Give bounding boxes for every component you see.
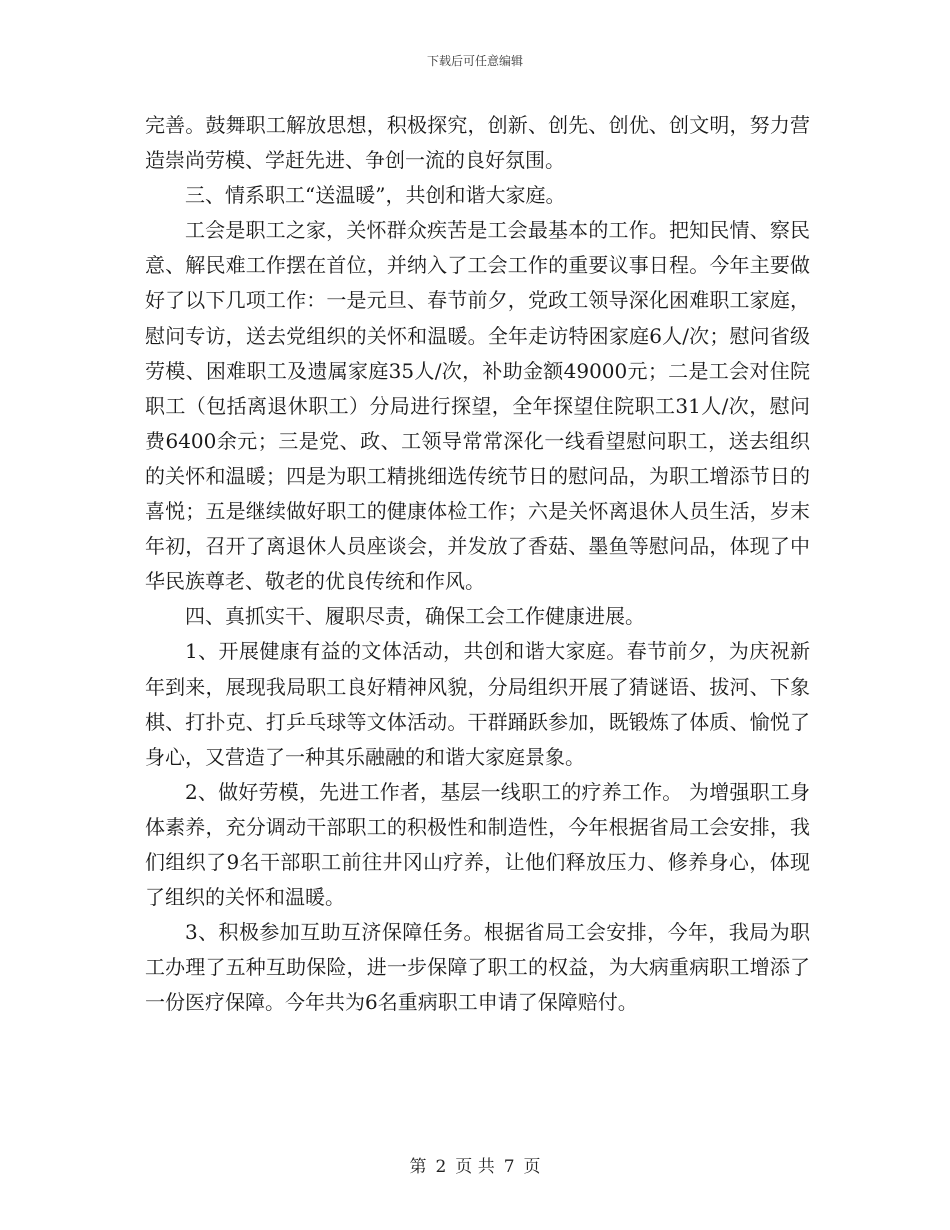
footer-suffix: 页 [523, 1157, 541, 1177]
page-footer [0, 1152, 950, 1177]
section-heading: 三、情系职工“送温暖”，共创和谐大家庭。 [185, 183, 566, 208]
paragraph: 2、做好劳模，先进工作者，基层一线职工的疗养工作。 为增强职工身体素养，充分调动干部职工的积极性和制造性，今年根据省局工会安排，我们组织了9名干部职工前往井冈山疗养，让他们释放压力、修养身心，体现了组织的关怀和温暖。 [145, 779, 810, 910]
paragraph: 工会是职工之家，关怀群众疾苦是工会最基本的工作。把知民情、察民意、解民难工作摆在首位，并纳入了工会工作的重要议事日程。今年主要做好了以下几项工作：一是元旦、春节前夕，党政工领导深化困难职工家庭，慰问专访，送去党组织的关怀和温暖。全年走访特困家庭6人/次；慰问省级劳模、困难职工及遗属家庭35人/次，补助金额49000元；二是工会对住院职工（包括离退休职工）分局进行探望，全年探望住院职工31人/次，慰问费6400余元；三是党、政、工领导常常深化一线看望慰问职工，送去组织的关怀和温暖；四是为职工精挑细选传统节日的慰问品，为职工增添节日的喜悦；五是继续做好职工的健康体检工作；六是关怀离退休人员生活，岁末年初，召开了离退休人员座谈会，并发放了香菇、墨鱼等慰问品，体现了中华民族尊老、敬老的优良传统和作风。 [145, 218, 810, 594]
page-header: 下载后可任意编辑 [426, 54, 523, 68]
current-page-number: 2 [435, 1157, 447, 1177]
footer-middle: 页 共 [455, 1157, 495, 1177]
total-page-count: 7 [503, 1157, 515, 1177]
section-heading: 四、真抓实干、履职尽责，确保工会工作健康进展。 [185, 604, 645, 629]
document-body [145, 108, 810, 1020]
paragraph: 完善。鼓舞职工解放思想，积极探究，创新、创先、创优、创文明，努力营造崇尚劳模、学赶先进、争创一流的良好氛围。 [145, 113, 810, 173]
paragraph: 1、开展健康有益的文体活动，共创和谐大家庭。春节前夕，为庆祝新年到来，展现我局职工良好精神风貌，分局组织开展了猜谜语、拔河、下象棋、打扑克、打乒乓球等文体活动。干群踊跃参加，既锻炼了体质、愉悦了身心，又营造了一种其乐融融的和谐大家庭景象。 [145, 639, 810, 769]
paragraph: 3、积极参加互助互济保障任务。根据省局工会安排，今年，我局为职工办理了五种互助保险，进一步保障了职工的权益，为大病重病职工增添了一份医疗保障。今年共为6名重病职工申请了保障赔付。 [145, 920, 810, 1015]
footer-prefix: 第 [409, 1157, 427, 1177]
